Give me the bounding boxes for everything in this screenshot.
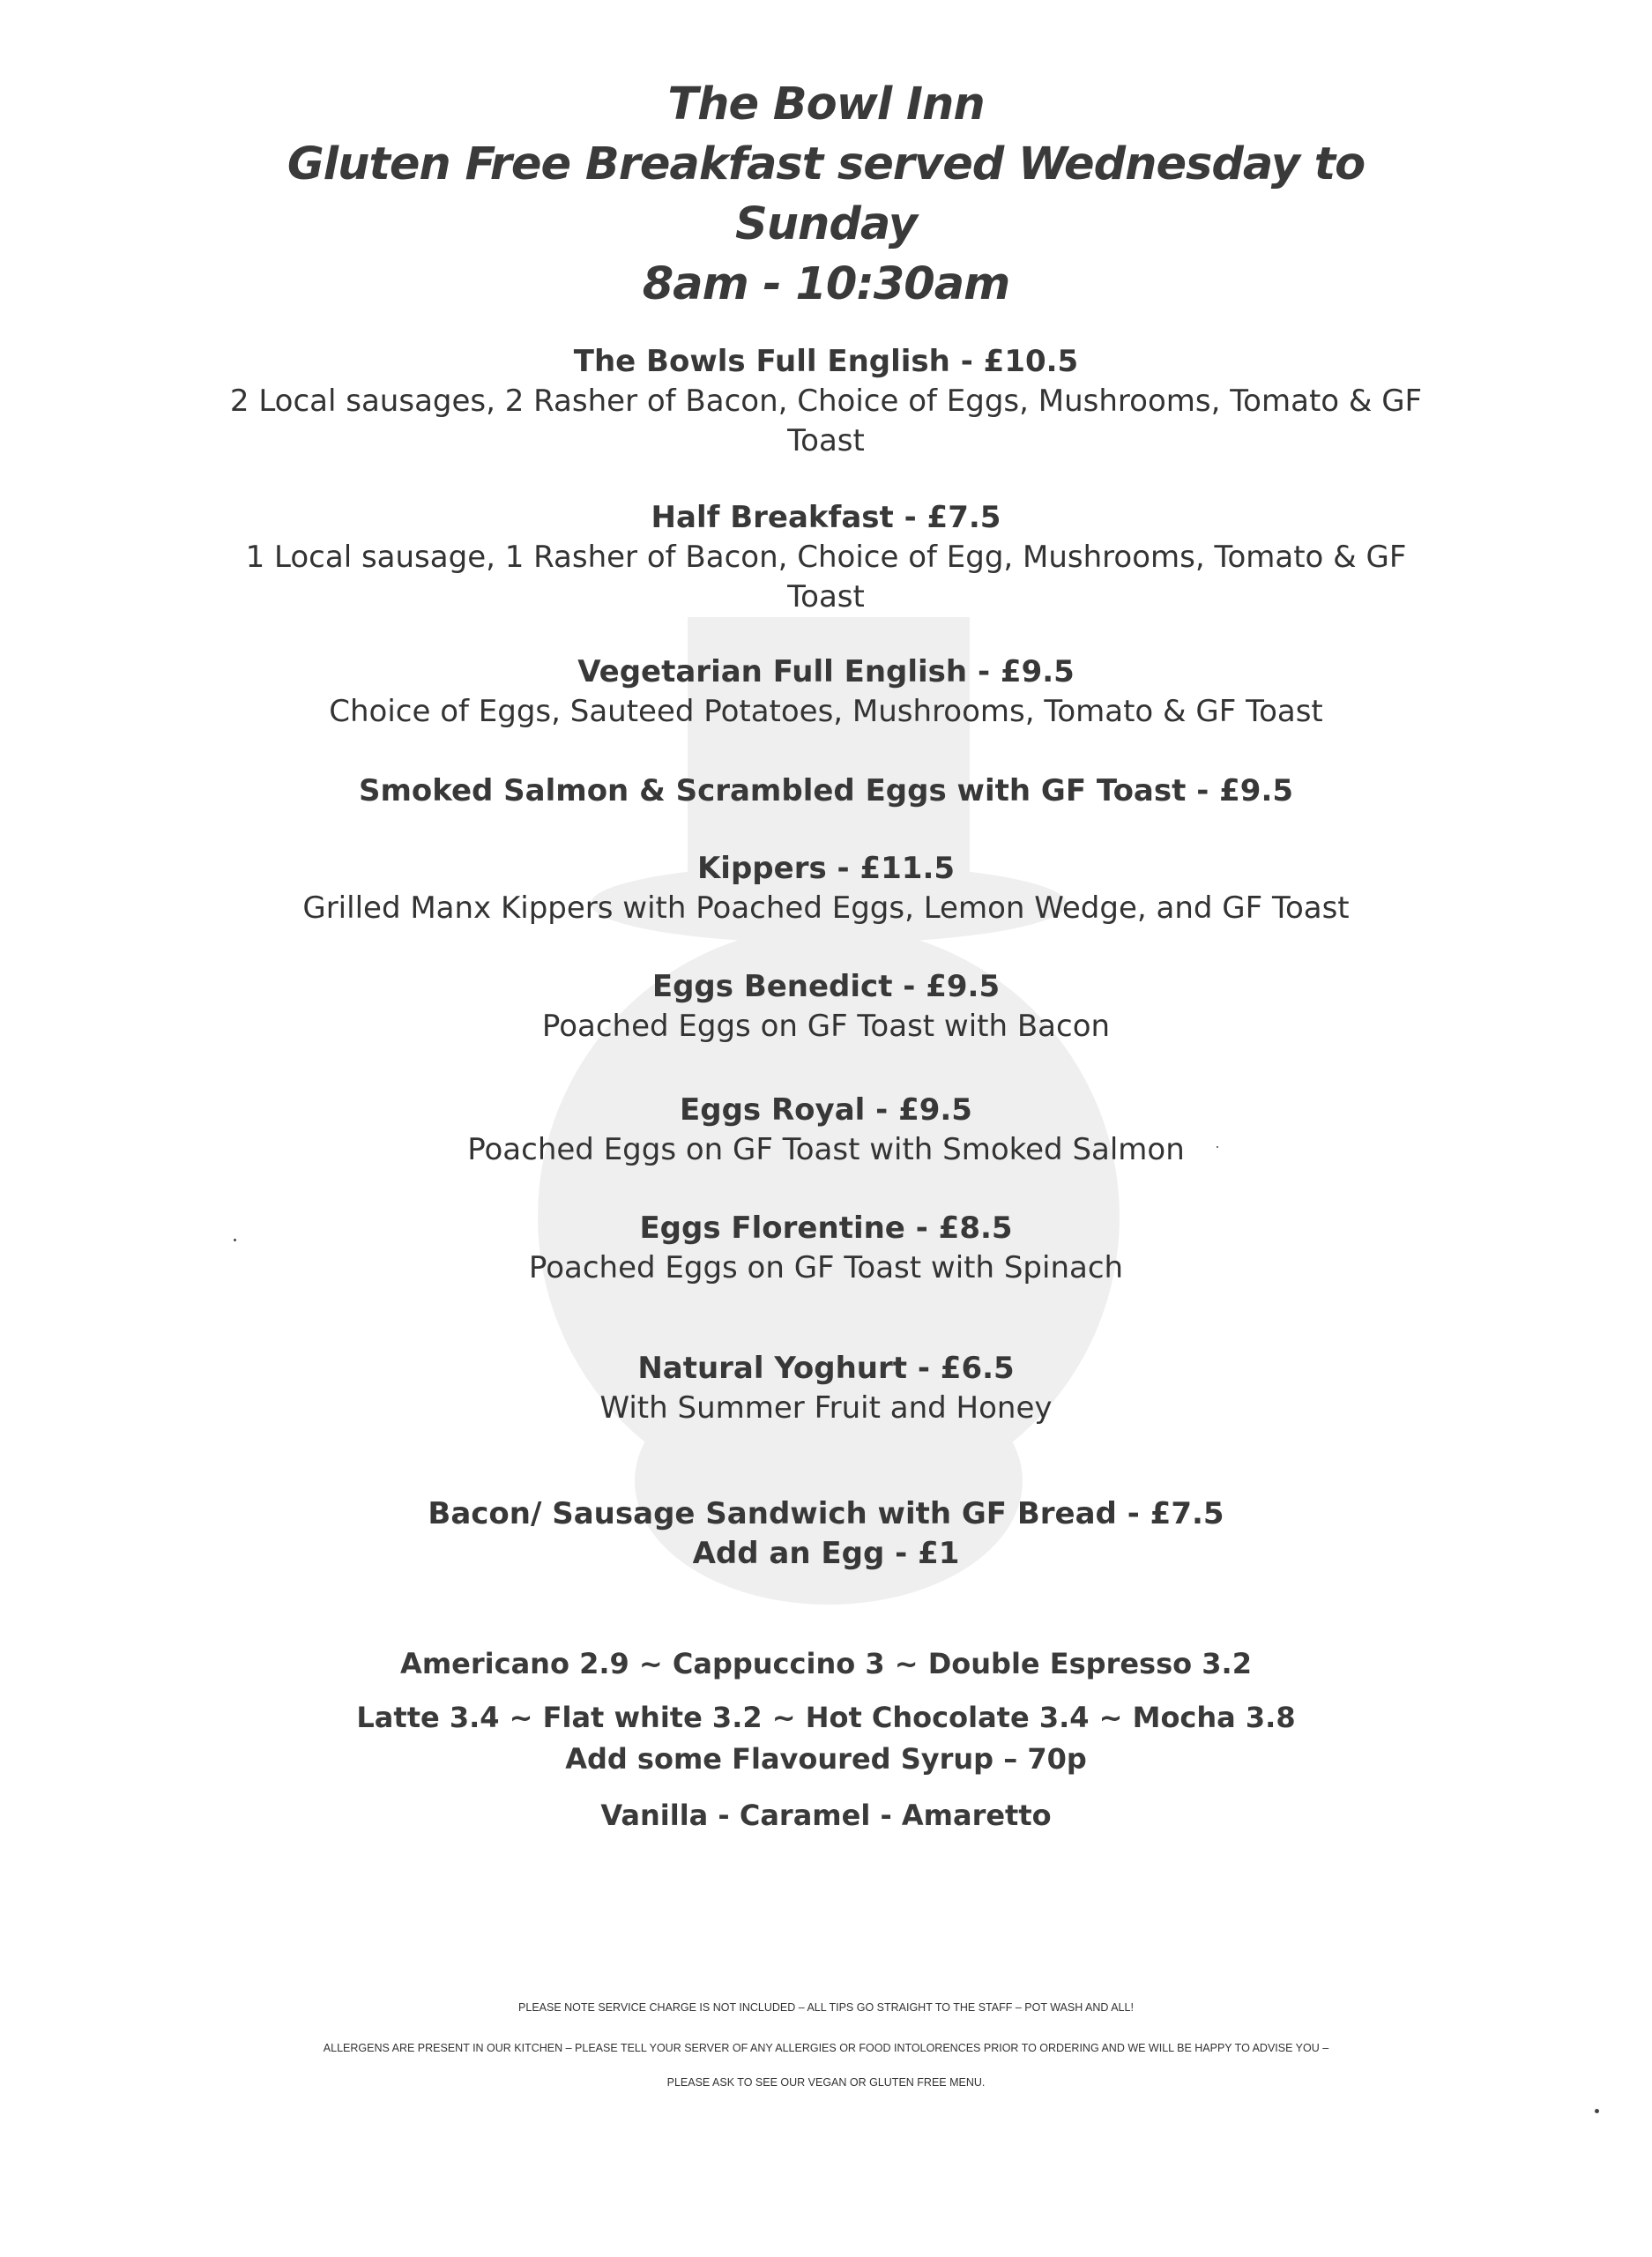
menu-item-name: Vegetarian Full English - £9.5 bbox=[577, 654, 1075, 689]
menu-item-addon: Add an Egg - £1 bbox=[692, 1536, 960, 1571]
menu-item-name: Eggs Florentine - £8.5 bbox=[639, 1210, 1013, 1246]
menu-item-name: The Bowls Full English - £10.5 bbox=[573, 344, 1079, 379]
vegan-menu-note: PLEASE ASK TO SEE OUR VEGAN OR GLUTEN FREE MENU. bbox=[666, 2076, 986, 2089]
menu-item-description: Poached Eggs on GF Toast with Spinach bbox=[528, 1250, 1124, 1285]
menu-item bbox=[0, 1494, 1652, 1574]
menu-item-name: Eggs Royal - £9.5 bbox=[680, 1092, 972, 1128]
menu-item-name: Eggs Benedict - £9.5 bbox=[651, 969, 1001, 1004]
scan-speck bbox=[1595, 2109, 1599, 2113]
menu-item-name: Natural Yoghurt - £6.5 bbox=[637, 1351, 1015, 1386]
drinks-line: Americano 2.9 ~ Cappuccino 3 ~ Double Espresso 3.2 bbox=[400, 1647, 1252, 1680]
menu-item bbox=[0, 849, 1652, 928]
serving-hours: 8am - 10:30am bbox=[642, 258, 1010, 310]
menu-item bbox=[0, 498, 1652, 617]
service-charge-note: PLEASE NOTE SERVICE CHARGE IS NOT INCLUDED – ALL TIPS GO STRAIGHT TO THE STAFF – POT WASH AND ALL! bbox=[518, 2001, 1134, 2014]
menu-item-description: Poached Eggs on GF Toast with Smoked Salmon bbox=[467, 1132, 1185, 1167]
menu-item-name: Bacon/ Sausage Sandwich with GF Bread - £7.5 bbox=[428, 1496, 1224, 1531]
menu-item-description-cont: Toast bbox=[787, 579, 865, 615]
syrup-addon-line: Add some Flavoured Syrup – 70p bbox=[565, 1742, 1087, 1776]
scan-speck bbox=[234, 1239, 236, 1241]
menu-title-line2: Sunday bbox=[735, 198, 917, 250]
menu-item bbox=[0, 967, 1652, 1047]
menu-header bbox=[0, 75, 1652, 315]
restaurant-name: The Bowl Inn bbox=[667, 78, 985, 130]
syrup-flavours-line: Vanilla - Caramel - Amaretto bbox=[600, 1799, 1052, 1832]
allergen-note: ALLERGENS ARE PRESENT IN OUR KITCHEN – PLEASE TELL YOUR SERVER OF ANY ALLERGIES OR FOOD INTOLORENCES PRIOR TO ORDERING AND WE WILL BE HAPPY TO ADVISE YOU – bbox=[323, 2042, 1329, 2054]
menu-item bbox=[0, 342, 1652, 461]
scan-speck bbox=[1217, 1146, 1218, 1148]
menu-title-line1: Gluten Free Breakfast served Wednesday to bbox=[286, 138, 1366, 190]
menu-item bbox=[0, 1091, 1652, 1170]
menu-item-description: 1 Local sausage, 1 Rasher of Bacon, Choice of Egg, Mushrooms, Tomato & GF bbox=[245, 540, 1407, 575]
menu-item-name: Kippers - £11.5 bbox=[696, 851, 956, 886]
menu-item-description: Poached Eggs on GF Toast with Bacon bbox=[541, 1009, 1111, 1044]
menu-item-description: With Summer Fruit and Honey bbox=[599, 1390, 1053, 1426]
menu-item bbox=[0, 1209, 1652, 1288]
menu-item-name: Half Breakfast - £7.5 bbox=[651, 500, 1001, 535]
menu-item bbox=[0, 1349, 1652, 1428]
menu-item-description: Grilled Manx Kippers with Poached Eggs, Lemon Wedge, and GF Toast bbox=[302, 890, 1350, 926]
menu-item-description-cont: Toast bbox=[787, 423, 865, 458]
menu-item-name: Smoked Salmon & Scrambled Eggs with GF Toast - £9.5 bbox=[358, 773, 1294, 808]
drinks-line: Latte 3.4 ~ Flat white 3.2 ~ Hot Chocolate 3.4 ~ Mocha 3.8 bbox=[356, 1701, 1296, 1734]
menu-item-description: 2 Local sausages, 2 Rasher of Bacon, Choice of Eggs, Mushrooms, Tomato & GF bbox=[229, 384, 1423, 419]
menu-item-description: Choice of Eggs, Sauteed Potatoes, Mushrooms, Tomato & GF Toast bbox=[329, 694, 1323, 729]
menu-item bbox=[0, 771, 1652, 811]
menu-item bbox=[0, 652, 1652, 732]
